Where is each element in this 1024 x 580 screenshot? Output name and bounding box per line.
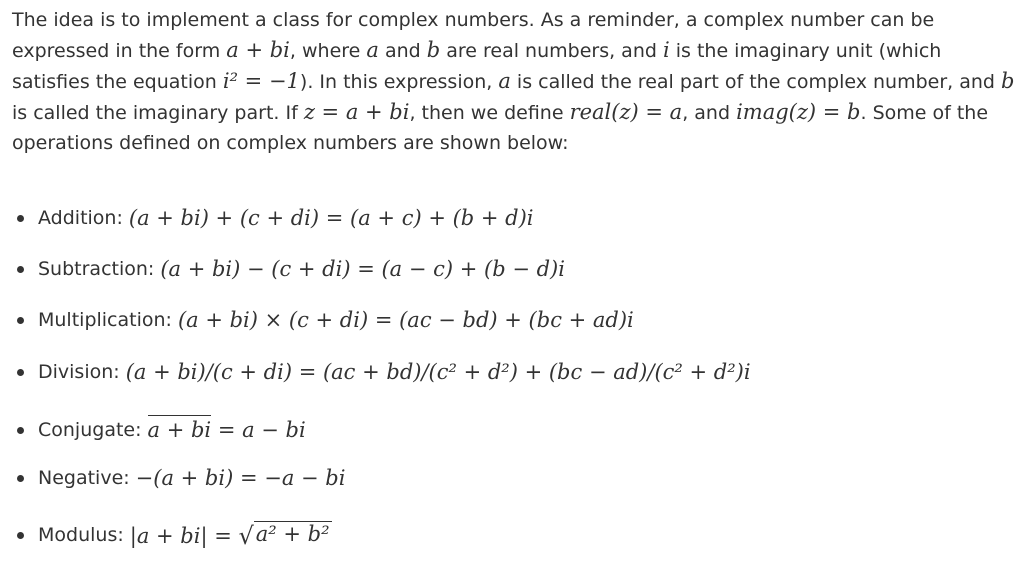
bullet-icon xyxy=(17,369,24,376)
intro-text: and xyxy=(378,40,427,62)
intro-text: is called the real part of the complex number, and xyxy=(510,71,1002,93)
operation-label: Division: xyxy=(38,361,120,383)
list-item-division xyxy=(17,354,1007,390)
bullet-icon xyxy=(17,215,24,222)
operation-label: Multiplication: xyxy=(38,309,172,331)
intro-text: ). In this expression, xyxy=(299,71,499,93)
list-item-negative xyxy=(17,460,1007,496)
operation-label: Modulus: xyxy=(38,524,124,546)
intro-paragraph xyxy=(12,5,1016,158)
list-item-subtraction xyxy=(17,251,1007,287)
math-expression: a xyxy=(366,38,379,62)
operation-formula xyxy=(148,418,306,442)
bullet-icon xyxy=(17,266,24,273)
bullet-icon xyxy=(17,475,24,482)
list-item-conjugate xyxy=(17,412,1007,448)
operation-formula: (a + bi) + (c + di) = (a + c) + (b + d)i xyxy=(128,206,534,230)
operation-formula: −(a + bi) = −a − bi xyxy=(135,466,346,490)
math-expression: b xyxy=(426,38,441,62)
intro-text: is called the imaginary part. If xyxy=(12,102,304,124)
radical-sign-icon: √ xyxy=(238,521,254,550)
list-item-addition xyxy=(17,200,1007,236)
math-expression: i² = −1 xyxy=(222,69,300,93)
math-expression: imag(z) = b xyxy=(736,100,861,124)
operation-formula: (a + bi) × (c + di) = (ac − bd) + (bc + ad)i xyxy=(177,308,634,332)
intro-text: , where xyxy=(289,40,367,62)
math-expression: real(z) = a xyxy=(569,100,683,124)
intro-text: The idea is to implement a class for complex numbers. As a reminder, a complex number can be expressed in the form xyxy=(12,9,935,62)
math-expression: a xyxy=(498,69,511,93)
operation-label: Negative: xyxy=(38,467,130,489)
intro-text: . Some of the operations defined on complex numbers are shown below: xyxy=(12,102,989,154)
operation-formula: (a + bi)/(c + di) = (ac + bd)/(c² + d²) + (bc − ad)/(c² + d²)i xyxy=(125,360,751,384)
operation-label: Addition: xyxy=(38,207,123,229)
bullet-icon xyxy=(17,317,24,324)
list-item-multiplication xyxy=(17,302,1007,338)
formula-rest: = a − bi xyxy=(211,418,306,442)
operation-label: Subtraction: xyxy=(38,258,155,280)
list-item-modulus xyxy=(17,517,1007,553)
bullet-icon xyxy=(17,427,24,434)
math-expression: z = a + bi xyxy=(303,100,410,124)
intro-text: are real numbers, and xyxy=(440,40,663,62)
intro-text: is the imaginary unit (which satisfies the equation xyxy=(12,40,942,93)
math-expression: b xyxy=(1001,69,1015,93)
radicand: a² + b² xyxy=(255,522,330,547)
operation-formula: (a + bi) − (c + di) = (a − c) + (b − d)i xyxy=(160,257,565,281)
intro-text: , and xyxy=(682,102,737,124)
operation-label: Conjugate: xyxy=(38,419,142,441)
square-root xyxy=(238,521,331,550)
math-expression: i xyxy=(662,38,670,62)
formula-prefix: |a + bi| = xyxy=(129,524,239,549)
bullet-icon xyxy=(17,532,24,539)
conjugate-overline-expression: a + bi xyxy=(148,415,212,442)
operation-formula xyxy=(130,521,332,548)
intro-text: , then we define xyxy=(409,102,570,124)
math-expression: a + bi xyxy=(226,38,290,62)
